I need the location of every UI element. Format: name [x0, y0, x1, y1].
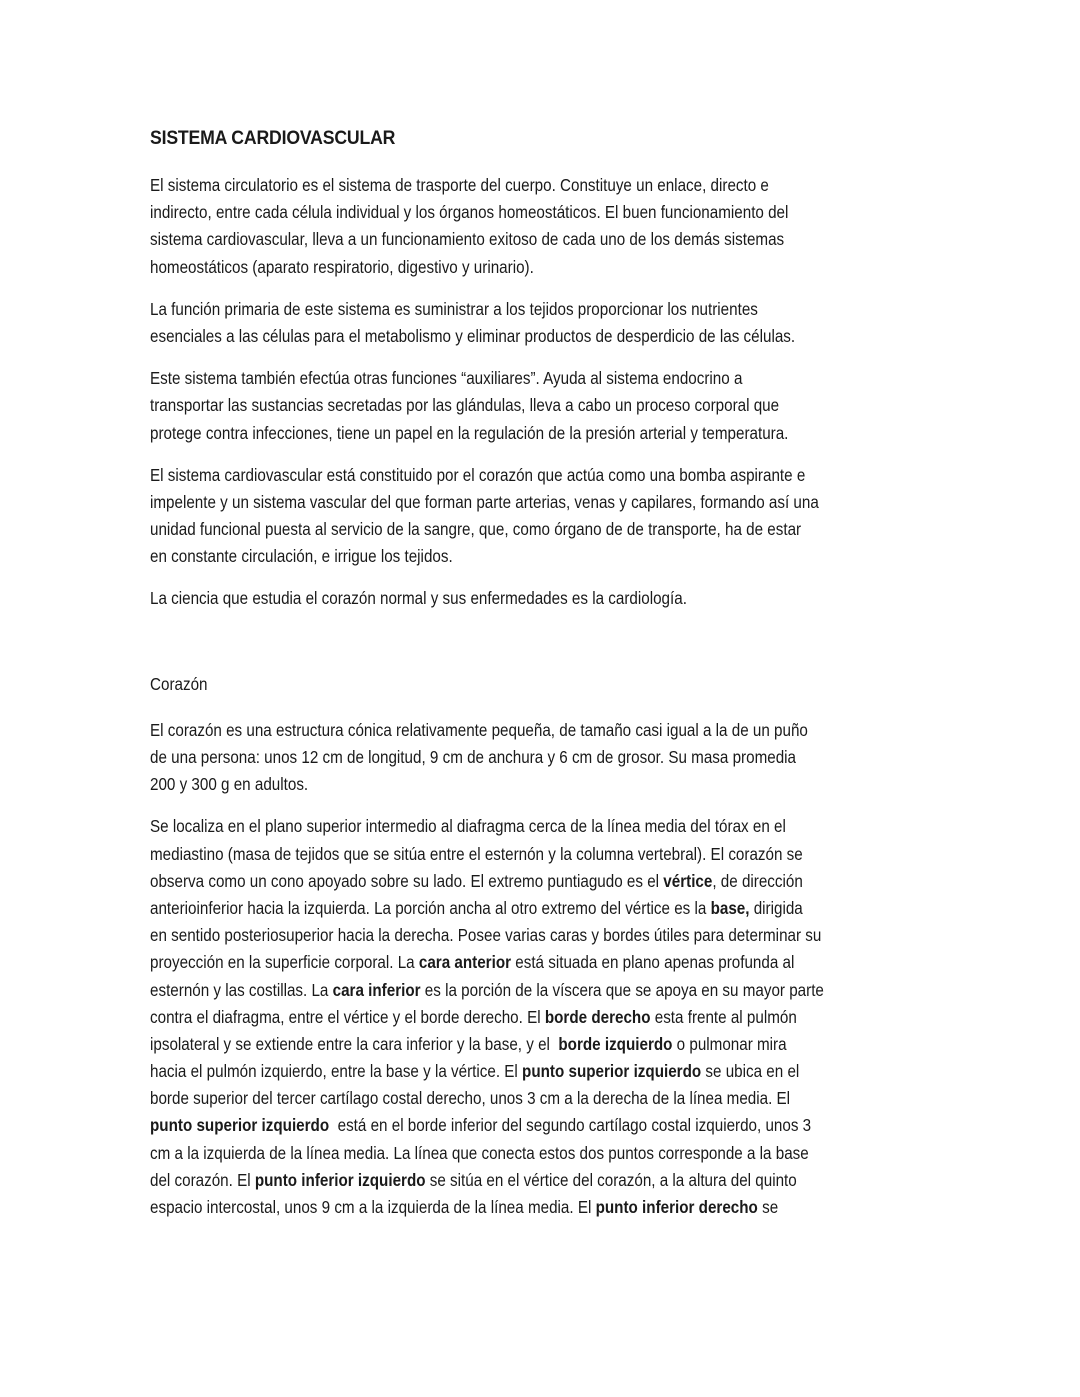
text-run: , de dirección	[712, 870, 803, 891]
intro-section	[150, 172, 950, 613]
text-run: mediastino (masa de tejidos que se sitúa entre el esternón y la columna vertebral). El corazón se	[150, 843, 803, 864]
bold-term: punto superior izquierdo	[150, 1115, 330, 1136]
paragraph	[150, 172, 950, 281]
text-run: es la porción de la víscera que se apoya en su mayor parte	[420, 979, 824, 1000]
text-run: hacia el pulmón izquierdo, entre la base y la vértice. El	[150, 1061, 523, 1082]
text-run: dirigida	[749, 897, 803, 918]
text-line: unidad funcional puesta al servicio de la sangre, que, como órgano de de transporte, ha de estar	[150, 519, 802, 540]
section-heading-corazon: Corazón	[150, 673, 208, 694]
bold-term: borde izquierdo	[558, 1033, 673, 1054]
text-line: transportar las sustancias secretadas por las glándulas, lleva a cabo un proceso corporal que	[150, 395, 780, 416]
text-line	[150, 1085, 858, 1112]
text-line: protege contra infecciones, tiene un papel en la regulación de la presión arterial y temperatura.	[150, 422, 789, 443]
text-line	[150, 841, 858, 868]
text-run: anterioinferior hacia la izquierda. La porción ancha al otro extremo del vértice es la	[150, 897, 711, 918]
paragraph	[150, 296, 950, 350]
text-run: se	[757, 1197, 779, 1218]
bold-term: punto superior izquierdo	[522, 1061, 702, 1082]
bold-term: base,	[710, 897, 750, 918]
document-page	[150, 124, 950, 1236]
text-run: se sitúa en el vértice del corazón, a la altura del quinto	[425, 1169, 797, 1190]
text-line: esenciales a las células para el metabolismo y eliminar productos de desperdicio de las células.	[150, 325, 796, 346]
text-line	[150, 1194, 858, 1221]
text-run: borde superior del tercer cartílago costal derecho, unos 3 cm a la derecha de la línea media. El	[150, 1088, 791, 1109]
text-line	[150, 922, 858, 949]
paragraph	[150, 365, 950, 447]
text-line: impelente y un sistema vascular del que forman parte arterias, venas y capilares, formando así una	[150, 491, 819, 512]
bold-term: borde derecho	[544, 1006, 651, 1027]
document-title: SISTEMA CARDIOVASCULAR	[150, 128, 396, 149]
text-run: del corazón. El	[150, 1169, 255, 1190]
text-line	[150, 977, 858, 1004]
text-run: está en el borde inferior del segundo cartílago costal izquierdo, unos 3	[329, 1115, 812, 1136]
text-line	[150, 1004, 858, 1031]
text-run: esternón y las costillas. La	[150, 979, 333, 1000]
text-line: El corazón es una estructura cónica relativamente pequeña, de tamaño casi igual a la de un puño	[150, 719, 808, 740]
text-run: ipsolateral y se extiende entre la cara inferior y la base, y el	[150, 1033, 559, 1054]
bold-term: cara inferior	[332, 979, 421, 1000]
text-run: espacio intercostal, unos 9 cm a la izquierda de la línea media. El	[150, 1197, 596, 1218]
text-line	[150, 1167, 858, 1194]
text-line: Este sistema también efectúa otras funciones “auxiliares”. Ayuda al sistema endocrino a	[150, 368, 743, 389]
text-line	[150, 868, 858, 895]
text-run: Se localiza en el plano superior intermedio al diafragma cerca de la línea media del tórax en el	[150, 816, 786, 837]
text-line: La ciencia que estudia el corazón normal y sus enfermedades es la cardiología.	[150, 588, 687, 609]
text-line	[150, 1140, 858, 1167]
text-line	[150, 813, 858, 840]
text-line: homeostáticos (aparato respiratorio, digestivo y urinario).	[150, 256, 534, 277]
text-line: El sistema circulatorio es el sistema de trasporte del cuerpo. Constituye un enlace, directo e	[150, 175, 769, 195]
bold-term: punto inferior izquierdo	[254, 1169, 426, 1190]
text-run: proyección en la superficie corporal. La	[150, 952, 419, 973]
paragraph	[150, 462, 950, 571]
text-line: La función primaria de este sistema es suministrar a los tejidos proporcionar los nutrientes	[150, 298, 758, 319]
paragraph-corazon-location	[150, 813, 950, 1221]
text-run: se ubica en el	[701, 1061, 800, 1082]
text-line: indirecto, entre cada célula individual y los órganos homeostáticos. El buen funcionamiento del	[150, 202, 789, 223]
text-line	[150, 1058, 858, 1085]
bold-term: punto inferior derecho	[595, 1197, 758, 1218]
text-run: cm a la izquierda de la línea media. La línea que conecta estos dos puntos corresponde a la base	[150, 1142, 809, 1163]
bold-term: cara anterior	[418, 952, 512, 973]
text-line: sistema cardiovascular, lleva a un funcionamiento exitoso de cada uno de los demás sistemas	[150, 229, 785, 250]
text-run: o pulmonar mira	[672, 1033, 787, 1054]
bold-term: vértice	[663, 870, 713, 891]
text-run: está situada en plano apenas profunda al	[511, 952, 795, 973]
text-line	[150, 1031, 858, 1058]
paragraph-corazon-size	[150, 717, 950, 799]
text-run: observa como un cono apoyado sobre su lado. El extremo puntiagudo es el	[150, 870, 664, 891]
text-line: El sistema cardiovascular está constituido por el corazón que actúa como una bomba aspirante e	[150, 464, 806, 485]
text-run: en sentido posteriosuperior hacia la derecha. Posee varias caras y bordes útiles para determinar su	[150, 925, 822, 946]
text-line	[150, 1112, 858, 1139]
text-line	[150, 895, 858, 922]
text-line: de una persona: unos 12 cm de longitud, 9 cm de anchura y 6 cm de grosor. Su masa promedia	[150, 747, 797, 768]
text-line	[150, 949, 858, 976]
text-line: 200 y 300 g en adultos.	[150, 774, 309, 795]
text-run: contra el diafragma, entre el vértice y el borde derecho. El	[150, 1006, 545, 1027]
text-run: esta frente al pulmón	[650, 1006, 797, 1027]
paragraph	[150, 585, 950, 612]
text-line: en constante circulación, e irrigue los tejidos.	[150, 546, 453, 567]
